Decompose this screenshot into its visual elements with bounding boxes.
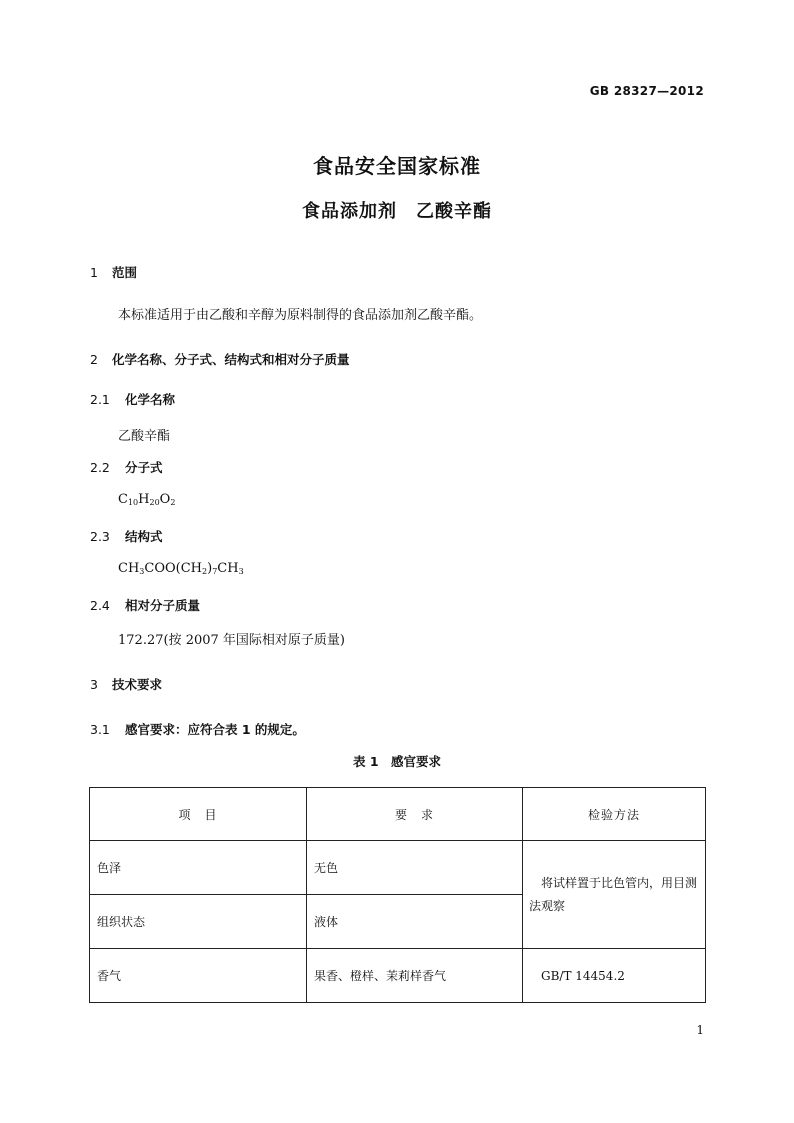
section-title: 相对分子质量 — [125, 598, 201, 613]
table-cell-item: 香气 — [90, 949, 307, 1003]
table-header-row — [90, 788, 706, 841]
column-header-test-method: 检验方法 — [523, 788, 706, 841]
table-cell-test-method: 将试样置于比色管内，用目测法观察 — [523, 841, 706, 949]
section-1-text: 本标准适用于由乙酸和辛醇为原料制得的食品添加剂乙酸辛酯。 — [118, 308, 483, 323]
section-3-1-heading — [90, 720, 305, 738]
section-number: 2.3 — [90, 529, 110, 544]
section-title: 范围 — [112, 265, 138, 280]
molecular-formula: $C_{10}H_{20}O_2$ — [118, 492, 176, 507]
section-2-heading — [90, 350, 350, 368]
section-title: 分子式 — [125, 460, 163, 475]
table-row — [90, 841, 706, 895]
section-3-heading — [90, 675, 162, 693]
section-title: 结构式 — [125, 529, 163, 544]
table-caption: 表 1 感官要求 — [352, 754, 442, 769]
table-cell-item: 色泽 — [90, 841, 307, 895]
section-number: 3 — [90, 677, 98, 692]
section-1-heading — [90, 263, 137, 281]
section-2-2-heading — [90, 458, 163, 476]
standard-number: GB 28327—2012 — [589, 84, 704, 98]
document-subtitle: 食品添加剂 乙酸辛酯 — [302, 201, 492, 222]
table-row — [90, 949, 706, 1003]
relative-molecular-mass: 172.27(按 2007 年国际相对原子质量) — [118, 633, 345, 648]
table-cell-requirement: 液体 — [307, 895, 523, 949]
section-number: 2.4 — [90, 598, 110, 613]
section-2-3-heading — [90, 527, 163, 545]
chemical-name: 乙酸辛酯 — [118, 429, 171, 444]
section-title: 化学名称、分子式、结构式和相对分子质量 — [112, 352, 350, 367]
document-title: 食品安全国家标准 — [313, 154, 481, 178]
section-number: 2.1 — [90, 392, 110, 407]
section-number: 3.1 — [90, 722, 110, 737]
section-2-1-heading — [90, 390, 175, 408]
section-number: 2 — [90, 352, 98, 367]
sensory-requirements-table — [89, 787, 706, 1003]
page-number: 1 — [696, 1023, 704, 1037]
column-header-requirement: 要 求 — [307, 788, 523, 841]
section-title: 化学名称 — [125, 392, 176, 407]
section-title: 感官要求：应符合表 1 的规定。 — [125, 722, 305, 737]
structural-formula: $CH_3COO(CH_2)_7CH_3$ — [118, 561, 244, 576]
table-cell-item: 组织状态 — [90, 895, 307, 949]
section-number: 2.2 — [90, 460, 110, 475]
section-title: 技术要求 — [112, 677, 163, 692]
table-cell-test-method: GB/T 14454.2 — [523, 949, 706, 1003]
section-number: 1 — [90, 265, 98, 280]
table-cell-requirement: 果香、橙样、茉莉样香气 — [307, 949, 523, 1003]
table-cell-requirement: 无色 — [307, 841, 523, 895]
column-header-item: 项 目 — [90, 788, 307, 841]
section-2-4-heading — [90, 596, 200, 614]
